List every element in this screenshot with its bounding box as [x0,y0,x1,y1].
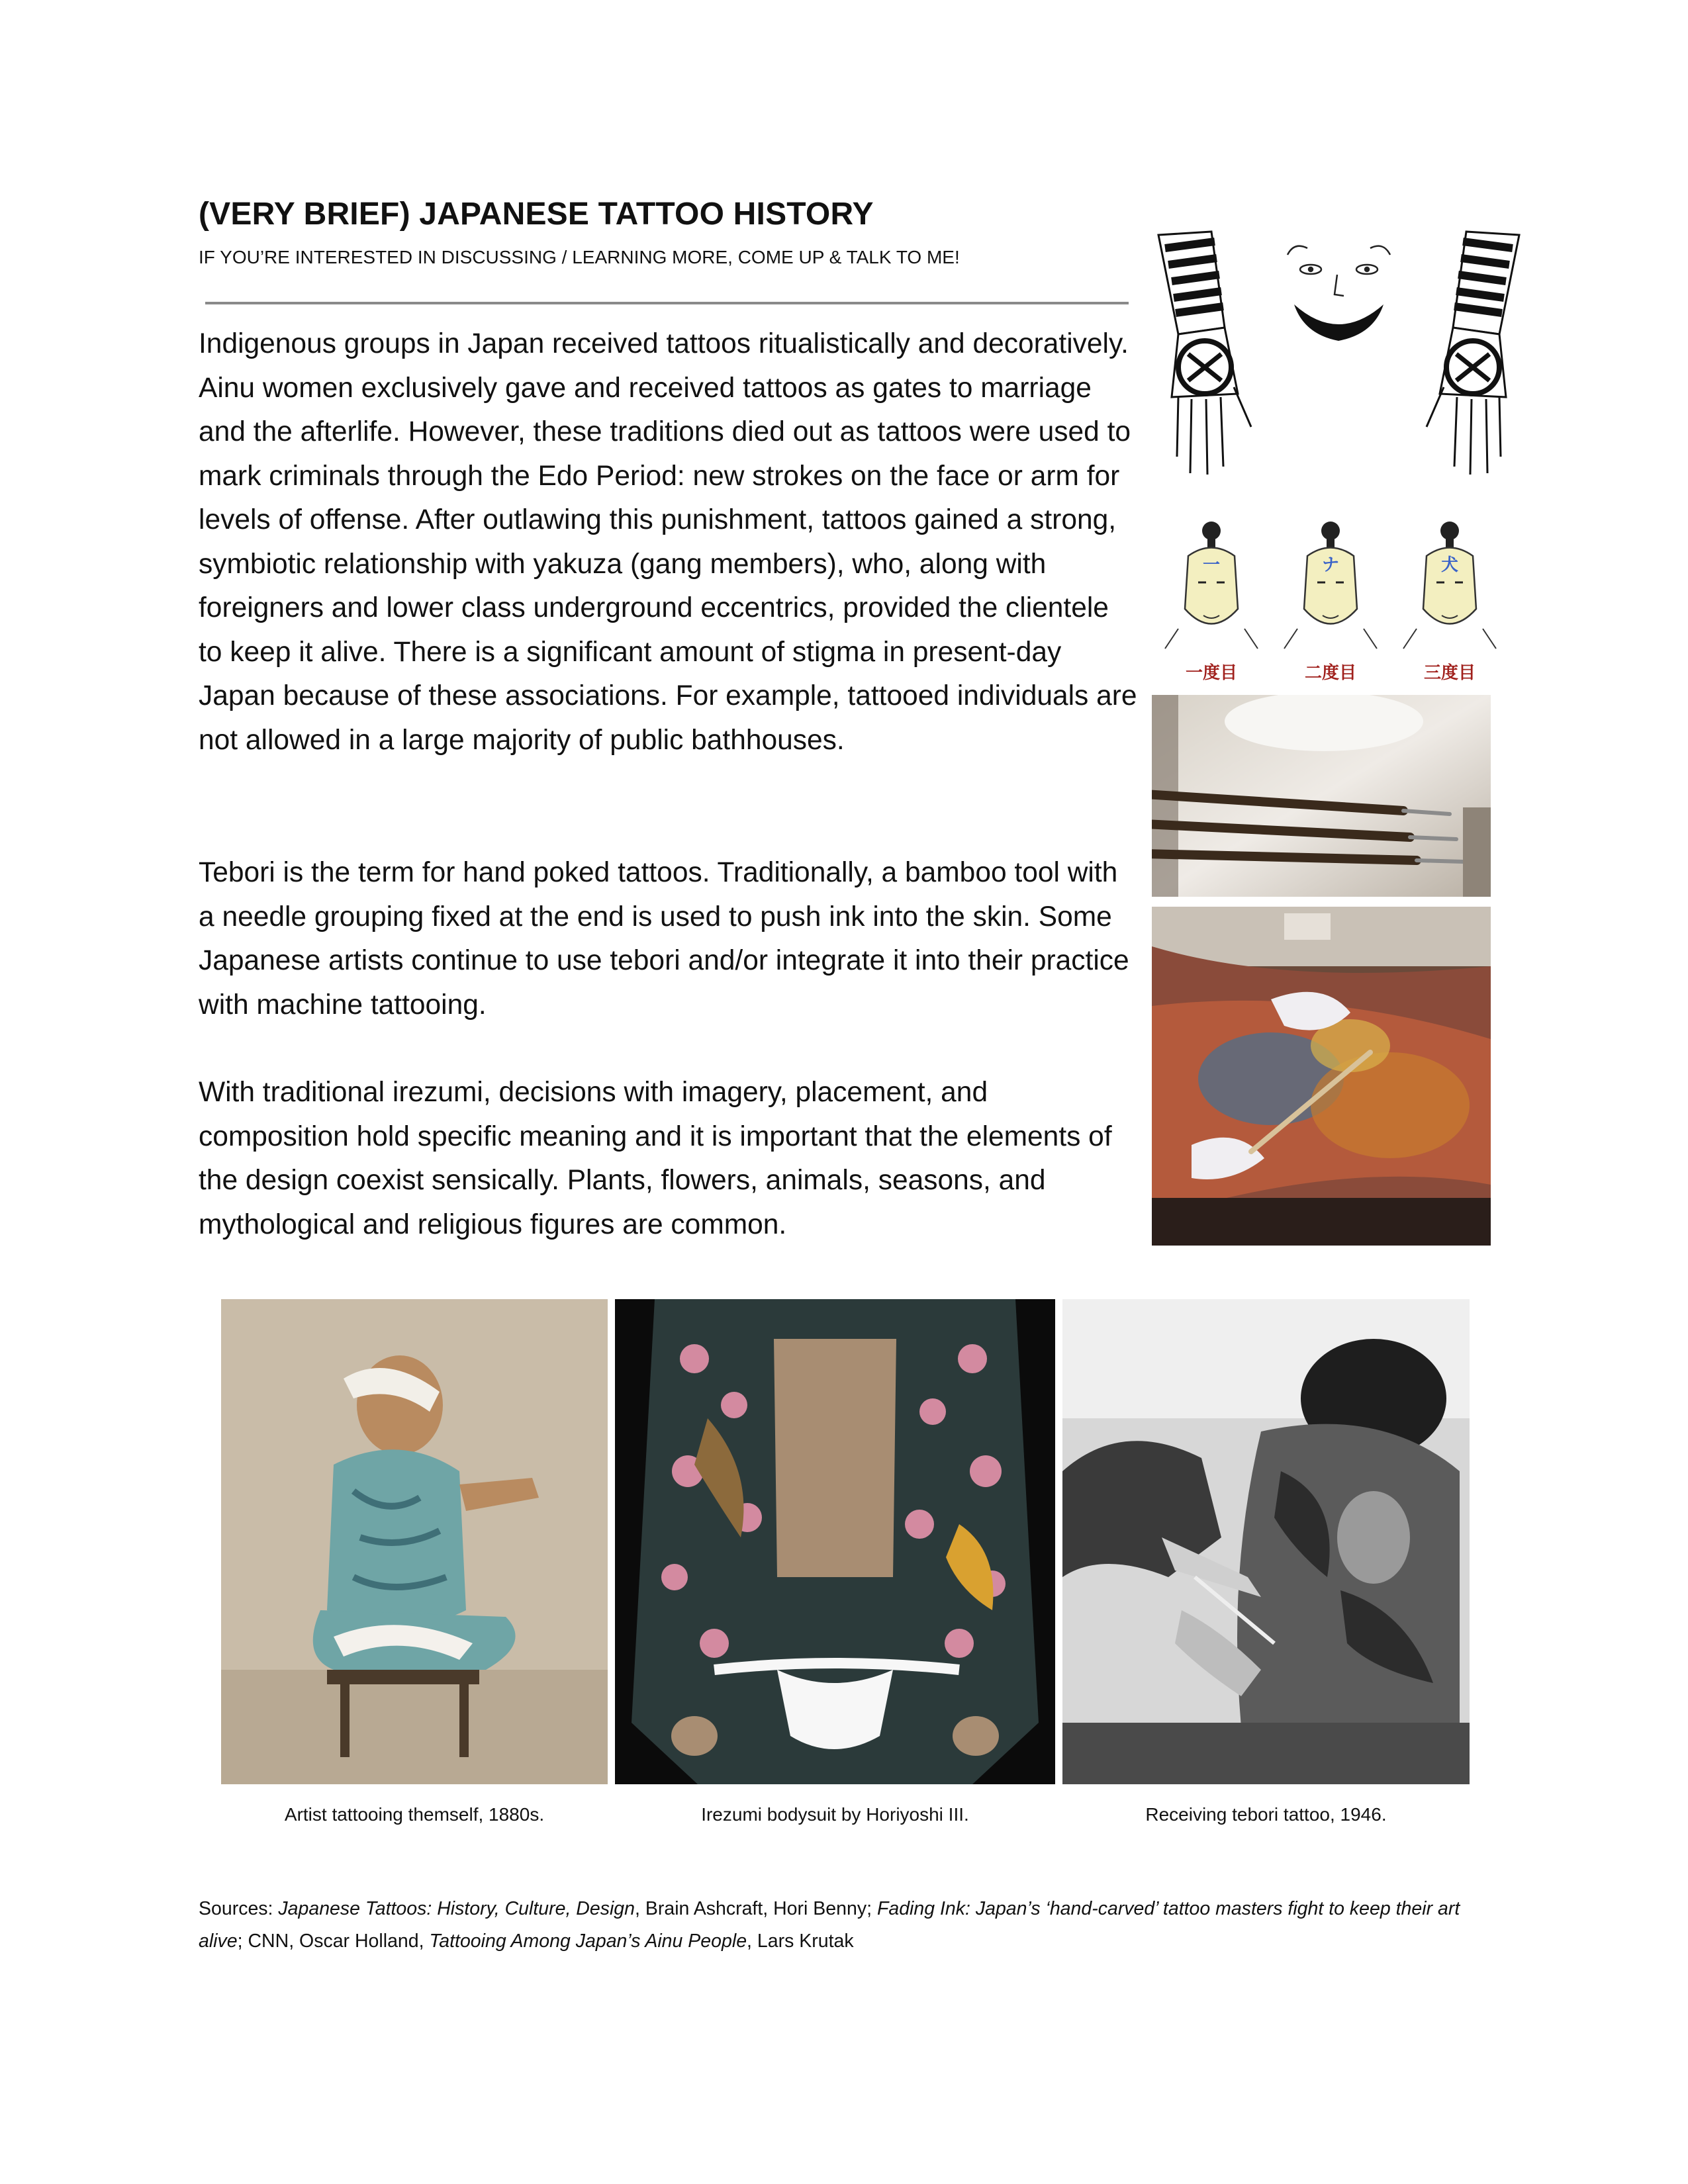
face-mark-1: 一 [1202,555,1221,575]
three-faces-drawing [1152,516,1509,692]
criminal-marking-illustration [1152,516,1509,692]
source-2-authors: ; CNN, Oscar Holland, [237,1931,430,1952]
title-divider [205,302,1129,304]
tebori-session-photo [1152,907,1491,1246]
tebori-tools-photo [1152,695,1491,897]
source-2-title: Fading Ink: Japan’s ‘hand-carved’ tattoo masters fight to keep their art alive [199,1898,1460,1952]
artist-tattooing-photo [221,1299,608,1784]
artist-tattooing-image [221,1299,608,1784]
caption-bodysuit: Irezumi bodysuit by Horiyoshi III. [701,1804,969,1825]
ainu-tattoo-illustration [1152,228,1526,506]
face-label-2: 二度目 [1304,663,1357,683]
paragraph-tebori: Tebori is the term for hand poked tattoos. Traditionally, a bamboo tool with a needle grouping fixed at the end is used to push ink into the skin. Some Japanese artists continue to use tebori and/or integrate it into their practice with machine tattooing. [199,857,1129,1021]
irezumi-bodysuit-photo [615,1299,1055,1784]
page-title: (VERY BRIEF) JAPANESE TATTOO HISTORY [199,197,874,232]
caption-artist: Artist tattooing themself, 1880s. [284,1804,545,1825]
caption-tebori: Receiving tebori tattoo, 1946. [1145,1804,1387,1825]
sources-label: Sources: [199,1898,273,1919]
face-label-1: 一度目 [1185,663,1238,683]
paragraph-irezumi: With traditional irezumi, decisions with imagery, placement, and composition hold specific meaning and it is important that the elements of the design coexist sensically. Plants, flowers, animals, seasons, and mythological and religious figures are common. [199,1077,1112,1240]
source-3-title: Tattooing Among Japan’s Ainu People [429,1931,747,1952]
sources-citation [199,1893,1496,1958]
ainu-hands-drawing [1152,228,1526,506]
face-label-3: 三度目 [1423,663,1476,683]
source-1-authors: , Brain Ashcraft, Hori Benny; [635,1898,877,1919]
tebori-1946-image [1062,1299,1470,1784]
face-mark-2: ナ [1321,555,1340,575]
face-mark-3: 犬 [1440,555,1459,575]
source-1-title: Japanese Tattoos: History, Culture, Design [278,1898,635,1919]
irezumi-bodysuit-image [615,1299,1055,1784]
tebori-1946-photo [1062,1299,1470,1784]
tebori-tools-image [1152,695,1491,897]
page-subtitle: IF YOU’RE INTERESTED IN DISCUSSING / LEARNING MORE, COME UP & TALK TO ME! [199,247,960,267]
source-3-authors: , Lars Krutak [747,1931,854,1952]
paragraph-history: Indigenous groups in Japan received tattoos ritualistically and decoratively. Ainu women exclusively gave and received tattoos as gates to marriage and the afterlife. However, these traditions died out as tattoos were used to mark criminals through the Edo Period: new strokes on the face or arm for levels of offense. After outlawing this punishment, tattoos gained a strong, symbiotic relationship with yakuza (gang members), who, along with foreigners and lower class underground eccentrics, provided the clientele to keep it alive. There is a significant amount of stigma in present-day Japan because of these associations. For example, tattooed individuals are not allowed in a large majority of public bathhouses. [199,328,1137,756]
tebori-session-image [1152,907,1491,1246]
